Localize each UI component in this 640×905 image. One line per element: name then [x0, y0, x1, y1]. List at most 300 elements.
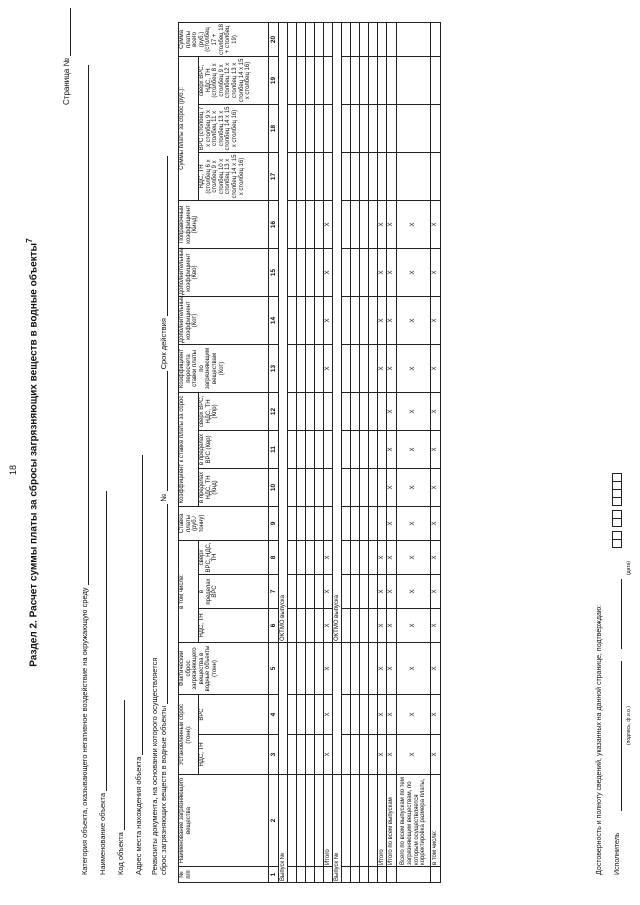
table-cell — [360, 506, 369, 540]
date-box[interactable] — [612, 531, 622, 540]
table-cell: X — [397, 200, 431, 248]
table-cell — [369, 248, 378, 296]
table-cell — [369, 867, 378, 883]
table-cell — [306, 867, 315, 883]
table-cell — [306, 540, 315, 574]
h-s-vrs: ВРС (столбец 7 х столбец 9 х столбец 11 х столбец 13 х столбец 14 х 15 х столбец 16) — [199, 104, 269, 152]
table-cell — [342, 104, 351, 152]
column-number: 16 — [269, 200, 279, 248]
table-cell: X — [431, 430, 441, 468]
date-box[interactable] — [612, 510, 622, 519]
table-cell — [351, 735, 360, 775]
table-cell — [351, 152, 360, 200]
column-number: 11 — [269, 430, 279, 468]
table-cell — [324, 468, 333, 506]
table-cell: Итого по всем выпускам — [387, 775, 397, 867]
table-cell — [306, 248, 315, 296]
table-cell — [351, 642, 360, 694]
column-number: 18 — [269, 104, 279, 152]
all-outlets-row — [397, 22, 431, 882]
table-cell — [378, 392, 387, 430]
table-cell: в том числе: — [431, 775, 441, 867]
table-cell — [378, 22, 387, 56]
table-cell — [342, 775, 351, 867]
date-box[interactable] — [612, 539, 622, 548]
table-cell: X — [397, 344, 431, 392]
table-cell — [306, 642, 315, 694]
table-cell — [342, 468, 351, 506]
table-cell — [315, 152, 324, 200]
table-cell — [378, 56, 387, 104]
table-cell — [288, 775, 297, 867]
table-cell — [369, 540, 378, 574]
data-row — [315, 22, 324, 882]
oktmo-cell: ОКТМО выпуска — [279, 22, 288, 642]
h-nds-tn: НДС, ТН — [199, 608, 269, 642]
table-cell: X — [378, 200, 387, 248]
table-cell: X — [378, 344, 387, 392]
table-cell — [342, 642, 351, 694]
column-number: 2 — [269, 775, 279, 867]
table-cell — [288, 56, 297, 104]
table-cell — [324, 56, 333, 104]
table-cell — [431, 104, 441, 152]
table-cell — [315, 56, 324, 104]
table-cell — [387, 104, 397, 152]
column-number: 5 — [269, 642, 279, 694]
table-cell: X — [378, 694, 387, 734]
table-cell — [315, 104, 324, 152]
data-row — [288, 22, 297, 882]
table-cell — [387, 152, 397, 200]
table-cell: X — [431, 296, 441, 344]
table-cell — [360, 248, 369, 296]
table-cell: X — [397, 574, 431, 608]
table-cell — [387, 867, 397, 883]
column-number: 1 — [269, 867, 279, 883]
table-cell — [397, 867, 431, 883]
table-cell — [315, 344, 324, 392]
table-cell: X — [397, 392, 431, 430]
table-cell — [360, 775, 369, 867]
table-cell — [324, 22, 333, 56]
table-cell — [378, 430, 387, 468]
table-cell: X — [387, 200, 397, 248]
date-box[interactable] — [612, 518, 622, 527]
h-over: сверх ВРС, НДС, ТН — [199, 540, 269, 574]
requisites-field: Реквизиты документа, на основании которого осуществляется сброс загрязняющих веществ в водные объекты № Срок действия — [150, 156, 168, 875]
table-cell — [288, 296, 297, 344]
h-nds: НДС, ТН — [199, 735, 269, 775]
table-cell — [360, 152, 369, 200]
table-cell — [297, 540, 306, 574]
table-cell: X — [324, 574, 333, 608]
table-cell — [351, 867, 360, 883]
table-cell: X — [397, 608, 431, 642]
table-cell: X — [431, 574, 441, 608]
table-cell — [351, 104, 360, 152]
table-cell: X — [324, 344, 333, 392]
table-cell — [397, 56, 431, 104]
table-cell — [306, 200, 315, 248]
table-cell — [351, 200, 360, 248]
table-cell — [387, 22, 397, 56]
h-vrs: ВРС — [199, 694, 269, 734]
table-cell — [342, 152, 351, 200]
table-cell — [351, 248, 360, 296]
table-cell: X — [324, 694, 333, 734]
table-cell: X — [431, 694, 441, 734]
table-cell — [360, 392, 369, 430]
date-box[interactable] — [612, 473, 622, 482]
table-cell — [369, 56, 378, 104]
date-box[interactable] — [612, 497, 622, 506]
table-cell: X — [397, 735, 431, 775]
table-cell — [369, 506, 378, 540]
column-number: 7 — [269, 574, 279, 608]
table-cell — [360, 104, 369, 152]
table-cell — [360, 642, 369, 694]
table-cell — [351, 296, 360, 344]
h-k-pr: сверх ВРС, НДС, ТН (Кпр) — [199, 392, 269, 430]
column-number: 9 — [269, 506, 279, 540]
table-cell: Всего по всем выпускам по тем загрязняющим веществам, по которым осуществляется корректировка размера платы, — [397, 775, 431, 867]
table-cell — [315, 22, 324, 56]
table-cell — [351, 430, 360, 468]
table-cell: X — [397, 468, 431, 506]
data-row — [360, 22, 369, 882]
table-cell — [306, 56, 315, 104]
table-cell — [351, 540, 360, 574]
h-actual: Фактический сброс загрязняющего вещества в водные объекты (тонн) — [179, 642, 269, 694]
table-cell — [324, 430, 333, 468]
table-cell — [342, 296, 351, 344]
column-number: 17 — [269, 152, 279, 200]
data-row — [351, 22, 360, 882]
table-cell: X — [397, 694, 431, 734]
table-cell — [288, 430, 297, 468]
table-cell — [324, 867, 333, 883]
table-cell — [297, 506, 306, 540]
outlet-row: Выпуск № ОКТМО выпуска — [333, 22, 342, 882]
table-cell — [397, 22, 431, 56]
date-box[interactable] — [612, 481, 622, 490]
table-cell — [297, 867, 306, 883]
table-cell — [288, 540, 297, 574]
object-address-field: Адрес места нахождения объекта — [134, 455, 143, 875]
column-number: 8 — [269, 540, 279, 574]
table-cell — [342, 867, 351, 883]
table-cell — [342, 574, 351, 608]
table-cell: X — [431, 608, 441, 642]
table-cell — [369, 608, 378, 642]
table-cell — [342, 344, 351, 392]
table-cell: X — [431, 506, 441, 540]
data-row — [297, 22, 306, 882]
table-cell — [369, 735, 378, 775]
page-label: Страница № — [62, 8, 71, 105]
table-cell: X — [378, 540, 387, 574]
table-cell — [306, 608, 315, 642]
table-cell — [306, 574, 315, 608]
table-cell: X — [324, 642, 333, 694]
column-number: 13 — [269, 344, 279, 392]
table-cell — [288, 104, 297, 152]
table-cell — [315, 574, 324, 608]
table-cell — [297, 200, 306, 248]
table-cell: X — [378, 608, 387, 642]
table-cell — [297, 392, 306, 430]
table-cell — [288, 200, 297, 248]
table-cell — [369, 104, 378, 152]
table-cell — [324, 104, 333, 152]
table-cell: X — [431, 200, 441, 248]
table-cell: X — [387, 694, 397, 734]
table-cell — [306, 104, 315, 152]
table-cell — [360, 540, 369, 574]
h-pollutant: Наименование загрязняющего вещества — [179, 775, 269, 867]
table-cell — [324, 152, 333, 200]
table-cell — [288, 22, 297, 56]
table-cell — [315, 392, 324, 430]
table-cell — [288, 344, 297, 392]
table-cell: X — [324, 296, 333, 344]
table-cell: X — [387, 296, 397, 344]
column-number: 4 — [269, 694, 279, 734]
table-cell: X — [387, 248, 397, 296]
table-cell: X — [387, 468, 397, 506]
table-cell — [342, 56, 351, 104]
h-k-nd: в пределах НДС, ТН (Кнд) — [199, 468, 269, 506]
column-number: 3 — [269, 735, 279, 775]
table-cell — [297, 468, 306, 506]
table-cell — [378, 468, 387, 506]
table-cell — [342, 608, 351, 642]
h-k-ot: Коэффициент пересчета ставки платы по загрязняющим веществам (Кот) — [179, 344, 269, 392]
table-cell — [288, 506, 297, 540]
table-cell — [288, 468, 297, 506]
table-cell: X — [397, 540, 431, 574]
itogo-row — [324, 22, 333, 882]
table-cell: X — [431, 540, 441, 574]
table-cell — [315, 642, 324, 694]
table-cell — [342, 506, 351, 540]
table-cell — [342, 392, 351, 430]
table-cell — [306, 392, 315, 430]
executor-row: Исполнитель — [612, 473, 622, 875]
column-number: 14 — [269, 296, 279, 344]
table-cell: Итого — [324, 775, 333, 867]
table-cell — [369, 344, 378, 392]
table-cell — [315, 735, 324, 775]
table-cell — [369, 200, 378, 248]
table-cell — [288, 867, 297, 883]
table-cell — [360, 200, 369, 248]
category-field: Категория объекта, оказывающего негативное воздействие на окружающую среду — [80, 65, 89, 875]
table-cell — [378, 867, 387, 883]
table-cell — [306, 775, 315, 867]
table-cell — [315, 775, 324, 867]
h-k-pop: Поправочный коэффициент (Кинд) — [179, 200, 269, 248]
table-cell — [369, 296, 378, 344]
table-cell — [297, 248, 306, 296]
table-cell — [360, 867, 369, 883]
table-cell — [297, 608, 306, 642]
table-cell — [360, 468, 369, 506]
h-rate: Ставка платы (руб./тонну) — [179, 506, 269, 540]
table-cell — [315, 694, 324, 734]
table-cell — [297, 56, 306, 104]
table-cell — [342, 22, 351, 56]
table-cell: X — [431, 468, 441, 506]
table-cell: X — [397, 430, 431, 468]
table-cell — [297, 735, 306, 775]
h-s-over: сверх ВРС, НДС, ТН (столбец 8 х столбец 9 х столбец 12 х столбец 13 х столбец 14 х 15 х столбец 16) — [199, 56, 269, 104]
table-cell — [342, 735, 351, 775]
table-cell — [315, 430, 324, 468]
table-cell — [342, 694, 351, 734]
column-number: 19 — [269, 56, 279, 104]
table-cell — [306, 468, 315, 506]
data-row — [369, 22, 378, 882]
table-cell — [397, 104, 431, 152]
table-cell — [369, 694, 378, 734]
table-cell — [342, 540, 351, 574]
h-within-vrs: в пределах ВРС — [199, 574, 269, 608]
date-box[interactable] — [612, 489, 622, 498]
column-numbers-row — [269, 22, 279, 882]
table-cell: X — [431, 344, 441, 392]
table-cell: X — [387, 642, 397, 694]
table-cell — [351, 506, 360, 540]
table-cell — [351, 344, 360, 392]
table-cell — [369, 642, 378, 694]
table-cell: Итого — [378, 775, 387, 867]
table-cell — [342, 248, 351, 296]
table-cell — [431, 22, 441, 56]
table-cell — [306, 506, 315, 540]
itogo-row — [378, 22, 387, 882]
table-cell: X — [387, 574, 397, 608]
table-cell — [369, 392, 378, 430]
table-cell — [351, 22, 360, 56]
table-cell — [431, 56, 441, 104]
incl-row — [431, 22, 441, 882]
h-no: № п/п — [179, 867, 269, 883]
table-cell — [297, 694, 306, 734]
table-cell — [360, 608, 369, 642]
h-k-dop2: Дополнительный коэффициент (Кво) — [179, 248, 269, 296]
column-number: 12 — [269, 392, 279, 430]
table-cell: X — [387, 506, 397, 540]
table-cell: X — [431, 735, 441, 775]
table-cell: X — [324, 540, 333, 574]
table-cell — [288, 735, 297, 775]
table-cell — [306, 694, 315, 734]
table-cell — [369, 775, 378, 867]
page-number: 18 — [8, 464, 18, 475]
table-cell — [297, 574, 306, 608]
table-cell — [369, 152, 378, 200]
table-cell — [397, 152, 431, 200]
table-cell: X — [324, 608, 333, 642]
table-cell — [288, 248, 297, 296]
table-cell — [351, 56, 360, 104]
table-cell — [342, 200, 351, 248]
table-cell — [378, 152, 387, 200]
section-title: Раздел 2. Расчет суммы платы за сбросы загрязняющих веществ в водные объекты$^7$ — [24, 238, 40, 667]
table-cell — [306, 22, 315, 56]
table-cell: X — [387, 344, 397, 392]
table-cell — [378, 104, 387, 152]
table-cell — [297, 22, 306, 56]
table-cell: X — [324, 735, 333, 775]
data-row — [342, 22, 351, 882]
table-cell — [297, 642, 306, 694]
data-row — [306, 22, 315, 882]
h-coef-group: Коэффициент к ставке платы за сброс — [179, 392, 199, 506]
table-cell — [306, 296, 315, 344]
table-cell: X — [378, 296, 387, 344]
table-cell — [288, 694, 297, 734]
table-cell: X — [397, 506, 431, 540]
table-cell — [315, 468, 324, 506]
table-cell — [369, 574, 378, 608]
table-cell — [351, 392, 360, 430]
table-cell — [306, 152, 315, 200]
table-cell — [369, 22, 378, 56]
table-cell — [288, 392, 297, 430]
table-cell — [306, 430, 315, 468]
column-number: 10 — [269, 468, 279, 506]
table-cell: X — [387, 735, 397, 775]
table-cell — [369, 468, 378, 506]
table-cell: X — [397, 296, 431, 344]
table-cell — [324, 506, 333, 540]
table-cell — [360, 574, 369, 608]
table-cell — [306, 735, 315, 775]
table-cell: X — [387, 392, 397, 430]
h-s-nds: НДС, ТН (столбец 6 х столбец 9 х столбец 10 х столбец 13 х столбец 14 х 15 х столбец 16) — [199, 152, 269, 200]
table-cell — [297, 344, 306, 392]
table-cell — [387, 56, 397, 104]
table-cell: X — [324, 200, 333, 248]
table-cell — [297, 775, 306, 867]
table-cell — [315, 248, 324, 296]
sign-caption: (подпись, ф.и.о.) — [626, 706, 632, 745]
table-cell — [315, 506, 324, 540]
table-cell — [315, 296, 324, 344]
table-cell: X — [378, 735, 387, 775]
h-k-vr: в пределах ВРС (Квр) — [199, 430, 269, 468]
object-name-field: Наименование объекта — [98, 491, 107, 875]
table-cell — [360, 344, 369, 392]
table-cell — [315, 540, 324, 574]
table-cell — [351, 468, 360, 506]
table-cell — [351, 608, 360, 642]
table-cell — [306, 344, 315, 392]
table-cell: X — [378, 248, 387, 296]
table-cell — [297, 104, 306, 152]
table-cell — [315, 200, 324, 248]
outlet-row: Выпуск № ОКТМО выпуска — [279, 22, 288, 882]
table-cell — [360, 735, 369, 775]
column-number: 15 — [269, 248, 279, 296]
payment-table — [178, 22, 441, 883]
table-cell — [351, 574, 360, 608]
certify-text: Достоверность и полноту сведений, указанных на данной странице, подтверждаю: — [596, 604, 603, 875]
object-code-field: Код объекта — [116, 700, 125, 875]
